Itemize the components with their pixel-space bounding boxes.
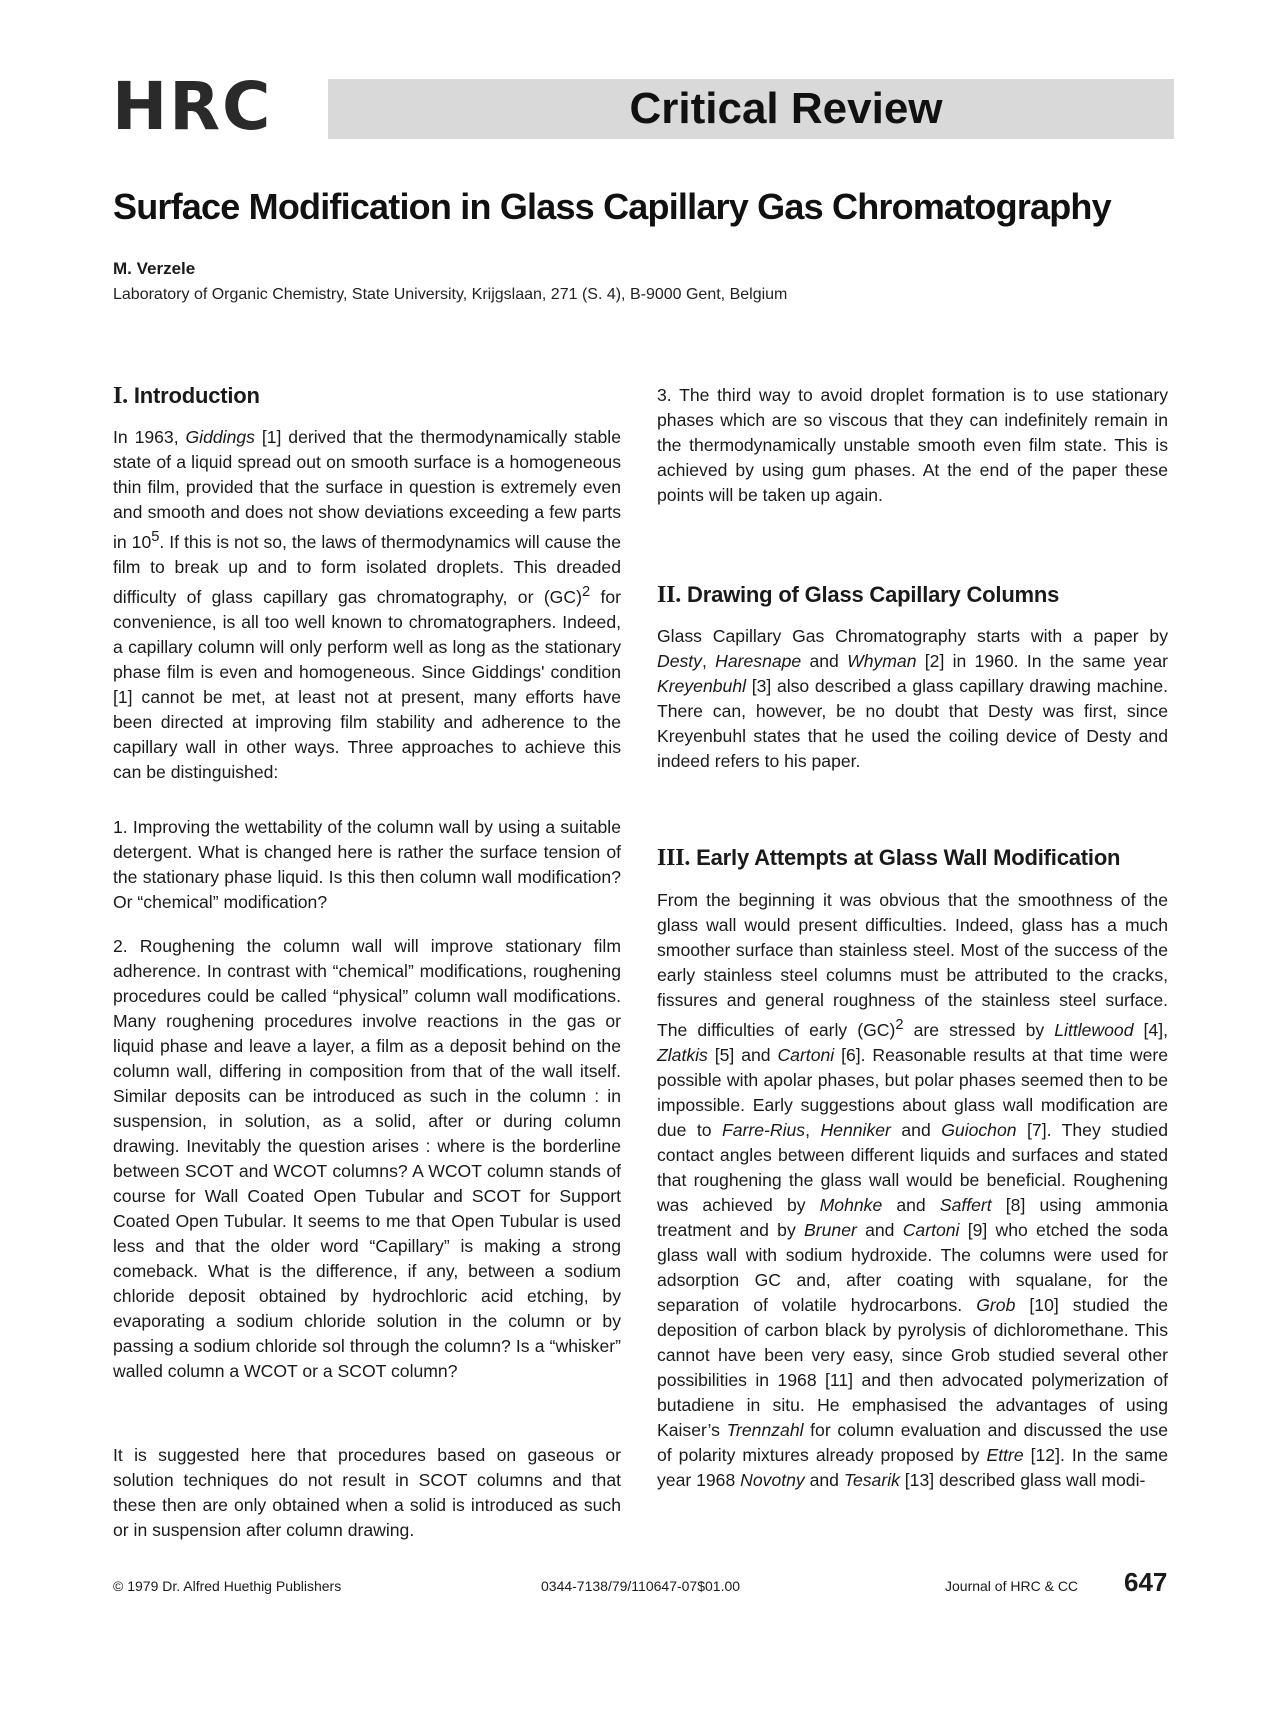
author-name: M. Verzele	[113, 259, 196, 278]
footer-copyright: © 1979 Dr. Alfred Huethig Publishers	[113, 1578, 342, 1594]
paragraph: From the beginning it was obvious that the smoothness of the glass wall would present difficulties. Indeed, glass has a much smoother surface than stainless steel. Most of the success of the early stainless steel columns must be attributed to the cracks, fissures and general roughness of the stainless steel surface. The difficulties of early (GC)$^2$ are stressed by Littlewood [4], Zlatkis [5] and Cartoni [6]. Reasonable results at that time were possible with apolar phases, but polar phases seemed then to be impossible. Early suggestions about glass wall modification are due to Farre-Rius, Henniker and Guiochon [7]. They studied contact angles between different liquids and surfaces and stated that roughening the glass wall would be beneficial. Roughening was achieved by Mohnke and Saffert [8] using ammonia treatment and by Bruner and Cartoni [9] who etched the soda glass wall with sodium hydroxide. The columns were used for adsorption GC and, after coating with squalane, for the separation of volatile hydrocarbons. Grob [10] studied the deposition of carbon black by pyrolysis of dichloromethane. This cannot have been very easy, since Grob studied several other possibilities in 1968 [11] and then advocated polymerization of butadiene in situ. He emphasised the advantages of using Kaiser’s Trennzahl for column evaluation and discussed the use of polarity mixtures already proposed by Ettre [12]. In the same year 1968 Novotny and Tesarik [13] described glass wall modi-	[657, 890, 1168, 1490]
paragraph: Glass Capillary Gas Chromatography starts with a paper by Desty, Haresnape and Whyman [2] in 1960. In the same year Kreyenbuhl [3] also described a glass capillary drawing machine. There can, however, be no doubt that Desty was first, since Kreyenbuhl states that he used the coiling device of Desty and indeed refers to his paper.	[657, 626, 1168, 771]
section-title: Critical Review	[629, 84, 943, 133]
page-number: 647	[1124, 1567, 1168, 1597]
author-affiliation: Laboratory of Organic Chemistry, State University, Krijgslaan, 271 (S. 4), B-9000 Gent, Belgium	[113, 286, 788, 303]
footer-journal-name: Journal of HRC & CC	[945, 1578, 1079, 1594]
paragraph: 1. Improving the wettability of the column wall by using a suitable detergent. What is changed here is rather the surface tension of the stationary phase liquid. Is this then column wall modification? Or “chemical” modification?	[113, 817, 621, 912]
paragraph: 2. Roughening the column wall will improve stationary film adherence. In contrast with “chemical” modifications, roughening procedures could be called “physical” column wall modifications. Many roughening procedures involve reactions in the gas or liquid phase and leave a layer, a film as a deposit behind on the column wall, differing in composition from that of the wall itself. Similar deposits can be introduced as such in the column : in suspension, in solution, as a solid, after or during column drawing. Inevitably the question arises : where is the borderline between SCOT and WCOT columns? A WCOT column stands of course for Wall Coated Open Tubular and SCOT for Support Coated Open Tubular. It seems to me that Open Tubular is used less and that the older word “Capillary” is making a strong comeback. What is the difference, if any, between a sodium chloride deposit obtained by hydrochloric acid etching, by evaporating a sodium chloride solution in the column or by passing a sodium chloride sol through the column? Is a “whisker” walled column a WCOT or a SCOT column?	[113, 936, 621, 1381]
paragraph: 3. The third way to avoid droplet formation is to use stationary phases which are so viscous that they can indefinitely remain in the thermodynamically unstable smooth even film state. This is achieved by using gum phases. At the end of the paper these points will be taken up again.	[657, 385, 1168, 505]
journal-logo: HRC	[112, 76, 308, 138]
section-heading-introduction: I. Introduction	[113, 383, 260, 409]
footer-article-code: 0344-7138/79/110647-07$01.00	[541, 1578, 741, 1594]
section-heading-early-attempts: III. Early Attempts at Glass Wall Modification	[657, 845, 1121, 871]
section-heading-drawing: II. Drawing of Glass Capillary Columns	[657, 582, 1060, 608]
paragraph: It is suggested here that procedures based on gaseous or solution techniques do not result in SCOT columns and that these then are only obtained when a solid is introduced as such or in suspension after column drawing.	[113, 1445, 621, 1540]
section-banner	[328, 79, 1174, 139]
paragraph: In 1963, Giddings [1] derived that the thermodynamically stable state of a liquid spread out on smooth surface is a homogeneous thin film, provided that the surface in question is extremely even and smooth and does not show deviations exceeding a few parts in $10^5$. If this is not so, the laws of thermodynamics will cause the film to break up and to form isolated droplets. This dreaded difficulty of glass capillary gas chromatography, or (GC)$^2$ for convenience, is all too well known to chromatographers. Indeed, a capillary column will only perform well as long as the stationary phase film is even and homogeneous. Since Giddings' condition [1] cannot be met, at least not at present, many efforts have been directed at improving film stability and adherence to the capillary wall in other ways. Three approaches to achieve this can be distinguished:	[113, 427, 622, 782]
article-title: Surface Modification in Glass Capillary Gas Chromatography	[113, 186, 1111, 227]
